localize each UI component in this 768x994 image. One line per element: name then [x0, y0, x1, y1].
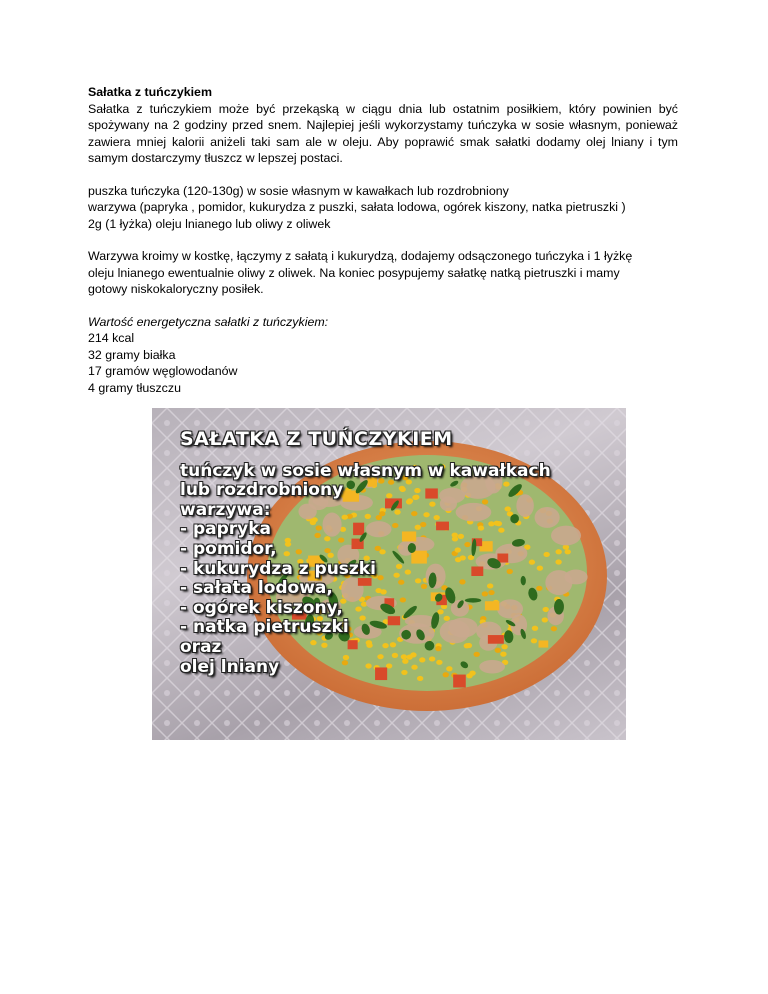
corn-kernel — [555, 549, 561, 554]
nutrition-item: 32 gramy białka — [88, 347, 176, 362]
photo-caption-line: warzywa: — [180, 499, 271, 520]
photo-caption-line: - natka pietruszki — [180, 617, 349, 638]
salad-photo — [152, 408, 626, 740]
corn-kernel — [551, 626, 557, 631]
tuna-chunk — [551, 526, 581, 546]
photo-caption-line: olej lniany — [180, 656, 280, 677]
preparation-line: oleju lnianego ewentualnie oliwy z oliwek. Na koniec posypujemy sałatkę natką pietruszki i mamy — [88, 265, 620, 280]
photo-caption-line: - ogórek kiszony, — [180, 597, 343, 618]
corn-kernel — [555, 559, 561, 564]
ingredients-list — [88, 183, 678, 233]
nutrition-heading: Wartość energetyczna sałatki z tuńczykiem: — [88, 314, 329, 329]
tuna-chunk — [564, 569, 587, 584]
recipe-intro: Sałatka z tuńczykiem może być przekąską w ciągu dnia lub ostatnim posiłkiem, który powinien być spożywany na 2 godziny przed snem. Najlepiej jeśli wykorzystamy tuńczyka w sosie własnym, ponieważ zawiera mniej kalorii aniżeli taki sam ale w oleju. Aby poprawić smak sałatki dodamy olej lniany i tym samym dostarczymy tłuszcz w lepszej postaci. — [88, 101, 678, 165]
nutrition-item: 4 gramy tłuszczu — [88, 380, 181, 395]
photo-caption-overlay — [180, 430, 551, 677]
photo-caption-line: - sałata lodowa, — [180, 578, 333, 599]
photo-caption-title: SAŁATKA Z TUŃCZYKIEM — [180, 428, 453, 450]
preparation-line: Warzywa kroimy w kostkę, łączymy z sałatą i kukurydzą, dodajemy odsączonego tuńczyka i 1 łyżkę — [88, 249, 633, 263]
preparation-text — [88, 248, 678, 298]
photo-caption-line: - pomidor, — [180, 538, 277, 559]
corn-kernel — [565, 549, 571, 554]
photo-caption-line: tuńczyk w sosie własnym w kawałkach — [180, 460, 551, 481]
photo-caption-line: lub rozdrobniony — [180, 480, 344, 501]
photo-caption-line: oraz — [180, 636, 222, 657]
ingredient-line: 2g (1 łyżka) oleju lnianego lub oliwy z oliwek — [88, 216, 331, 231]
document-text — [88, 84, 678, 396]
nutrition-item: 17 gramów węglowodanów — [88, 364, 238, 378]
photo-caption-line: - kukurydza z puszki — [180, 558, 376, 579]
photo-caption-line: - papryka — [180, 519, 272, 540]
recipe-title: Sałatka z tuńczykiem — [88, 85, 212, 99]
ingredient-line: warzywa (papryka , pomidor, kukurydza z puszki, sałata lodowa, ogórek kiszony, natka pietruszki ) — [88, 200, 626, 214]
nutrition-section — [88, 314, 678, 397]
nutrition-item: 214 kcal — [88, 331, 135, 345]
preparation-line: gotowy niskokaloryczny posiłek. — [88, 282, 264, 296]
ingredient-line: puszka tuńczyka (120-130g) w sosie własnym w kawałkach lub rozdrobniony — [88, 183, 509, 198]
